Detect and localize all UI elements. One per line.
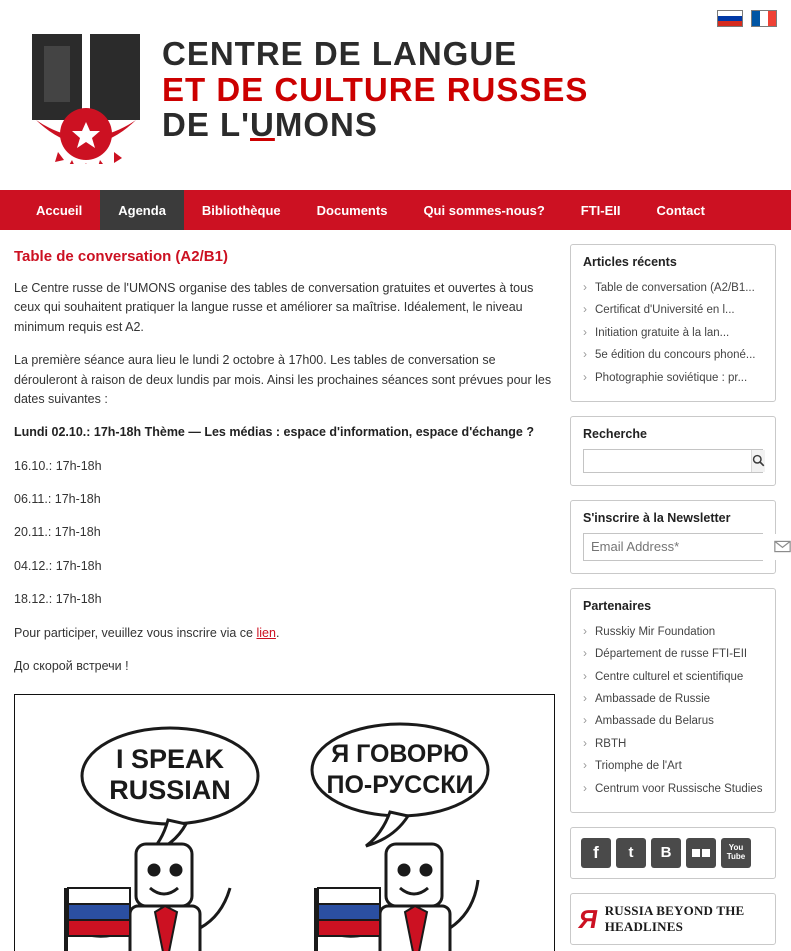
list-item[interactable]: › Russkiy Mir Foundation (583, 621, 763, 643)
search-title: Recherche (583, 426, 647, 441)
nav-item-documents[interactable]: Documents (316, 202, 388, 218)
article-paragraph-1: Le Centre russe de l'UMONS organise des tables de conversation gratuites et ouvertes à tous ceux qui souhaitent pratiquer la langue russe et améliorer sa maîtrise. Idéalement, le niveau minimum requis est A2. (14, 281, 534, 334)
registration-text-post: . (275, 625, 280, 640)
recent-articles-list (583, 277, 763, 389)
list-item[interactable]: › Centrum voor Russische Studies (583, 778, 763, 800)
envelope-icon (774, 540, 791, 553)
list-item[interactable]: › Ambassade de Russie (583, 688, 763, 710)
list-item[interactable]: › RBTH (583, 733, 763, 755)
nav-item-qui-sommes-nous[interactable]: Qui sommes-nous? (423, 202, 545, 218)
list-item[interactable]: › Photographie soviétique : pr... (583, 367, 763, 389)
rbth-logo-icon: Я (576, 903, 601, 934)
bubble-left-line1: I SPEAK (115, 744, 225, 775)
registration-paragraph (14, 624, 556, 643)
site-title-line3-underline: U (250, 106, 275, 144)
facebook-icon[interactable]: f (581, 838, 611, 868)
sidebar (570, 244, 776, 951)
main-navigation (0, 190, 791, 230)
page-content (0, 230, 791, 951)
site-title-line1: CENTRE DE LANGUE (162, 35, 518, 72)
session-date-5: 18.12.: 17h-18h (14, 592, 102, 607)
twitter-icon[interactable]: t (616, 838, 646, 868)
cartoon-illustration (18, 698, 551, 951)
article-image-frame (14, 694, 555, 951)
list-item[interactable]: › Centre culturel et scientifique (583, 666, 763, 688)
widget-newsletter (570, 500, 776, 574)
widget-recent-articles (570, 244, 776, 402)
site-title (162, 36, 588, 143)
registration-link[interactable]: lien (256, 625, 276, 640)
list-item[interactable]: › Ambassade du Belarus (583, 710, 763, 732)
youtube-icon[interactable]: You Tube (721, 838, 751, 868)
language-switcher (717, 10, 777, 27)
article-paragraph-2: La première séance aura lieu le lundi 2 octobre à 17h00. Les tables de conversation se dérouleront à raison de deux lundis par mois. Ainsi les prochaines séances sont prévues pour les dates suivantes : (14, 353, 552, 406)
list-item[interactable]: › Table de conversation (A2/B1... (583, 277, 763, 299)
recent-articles-title: Articles récents (583, 255, 677, 269)
french-flag[interactable] (751, 10, 777, 27)
registration-text-pre: Pour participer, veuillez vous inscrire via ce (14, 625, 257, 640)
newsletter-title: S'inscrire à la Newsletter (583, 510, 731, 525)
site-logo[interactable] (28, 28, 146, 164)
nav-item-accueil[interactable]: Accueil (36, 202, 83, 218)
nav-item-agenda[interactable]: Agenda (100, 190, 184, 230)
widget-search (570, 416, 776, 486)
list-item[interactable]: › Département de russe FTI-EII (583, 643, 763, 665)
list-item[interactable]: › Initiation gratuite à la lan... (583, 322, 763, 344)
search-icon (752, 454, 765, 467)
search-input[interactable] (584, 450, 751, 472)
rbth-banner[interactable] (570, 893, 776, 945)
newsletter-form (583, 533, 763, 561)
rbth-banner-text: RUSSIA BEYOND THE HEADLINES (604, 902, 745, 934)
site-title-line3 (162, 107, 588, 143)
vk-icon[interactable]: B (651, 838, 681, 868)
main-column (14, 244, 556, 951)
nav-item-bibliotheque[interactable]: Bibliothèque (201, 202, 281, 218)
partners-title: Partenaires (583, 598, 652, 613)
closing-paragraph: До скорой встречи ! (14, 658, 129, 673)
session-date-4: 04.12.: 17h-18h (14, 558, 102, 573)
session-date-1: 16.10.: 17h-18h (14, 458, 102, 473)
site-header (0, 0, 791, 190)
list-item[interactable]: › Certificat d'Université en l... (583, 299, 763, 321)
list-item[interactable]: › Triomphe de l'Art (583, 755, 763, 777)
nav-item-contact[interactable]: Contact (656, 202, 705, 218)
nav-item-fti-eii[interactable]: FTI-EII (580, 202, 621, 218)
bubble-right-line2: ПО-РУССКИ (326, 771, 474, 800)
widget-social-links (570, 827, 776, 879)
widget-partners (570, 588, 776, 813)
site-title-line3-pre: DE L' (162, 106, 251, 144)
bubble-left-line2: RUSSIAN (109, 775, 231, 806)
partners-list (583, 621, 763, 800)
article-highlight-session: Lundi 02.10.: 17h-18h Thème — Les médias : espace d'information, espace d'échange ? (14, 425, 534, 440)
bubble-right-line1: Я ГОВОРЮ (331, 740, 469, 769)
russian-flag[interactable] (717, 10, 743, 27)
newsletter-submit-button[interactable] (774, 534, 791, 560)
newsletter-email-input[interactable] (584, 534, 774, 560)
delicious-icon[interactable] (686, 838, 716, 868)
site-title-line2: ET DE CULTURE RUSSES (162, 70, 589, 108)
session-date-2: 06.11.: 17h-18h (14, 492, 101, 506)
list-item[interactable]: › 5e édition du concours phoné... (583, 344, 763, 366)
site-title-line3-post: MONS (274, 106, 378, 144)
search-form (583, 449, 763, 473)
session-date-3: 20.11.: 17h-18h (14, 525, 101, 540)
article-title: Table de conversation (A2/B1) (14, 248, 228, 265)
search-button[interactable] (751, 450, 765, 472)
